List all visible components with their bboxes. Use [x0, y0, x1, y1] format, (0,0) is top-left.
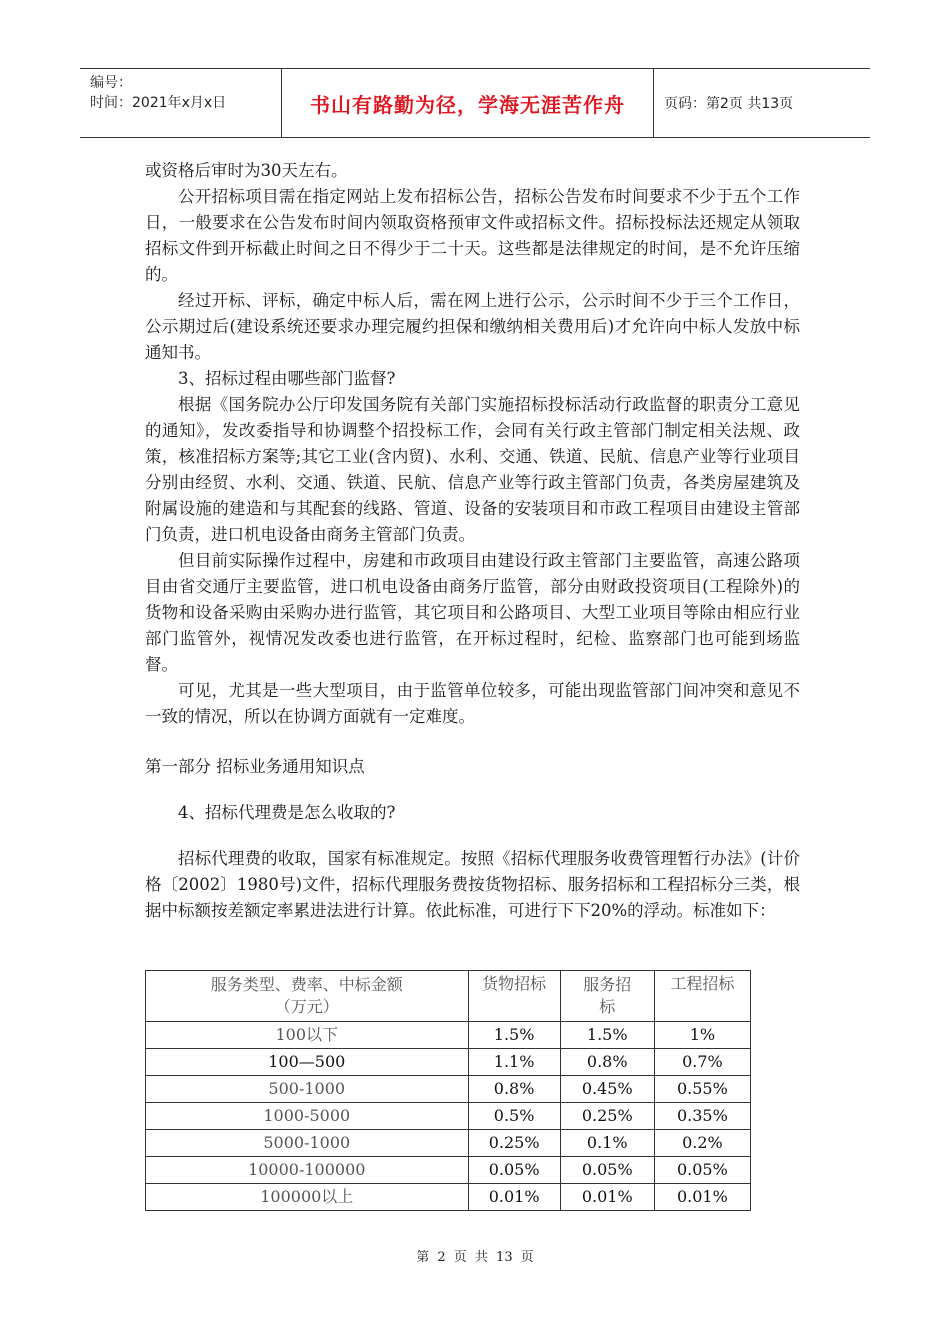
paragraph: 可见，尤其是一些大型项目，由于监管单位较多，可能出现监管部门间冲突和意见不一致的情况，所以在协调方面就有一定难度。	[145, 681, 800, 726]
rate-cell: 0.7%	[654, 1049, 750, 1076]
rate-cell: 0.05%	[560, 1157, 654, 1184]
table-row	[146, 1130, 751, 1157]
rate-cell: 1.1%	[468, 1049, 560, 1076]
paragraph: 招标代理费的收取，国家有标准规定。按照《招标代理服务收费管理暂行办法》(计价格〔2002〕1980号)文件，招标代理服务费按货物招标、服务招标和工程招标分三类，根据中标额按差额定率累进法进行计算。依此标准，可进行下下20%的浮动。标准如下：	[145, 849, 800, 920]
table-row	[146, 1076, 751, 1103]
rate-cell: 0.01%	[654, 1184, 750, 1211]
document-body	[145, 158, 800, 924]
table-header-cell: 货物招标	[468, 971, 560, 1022]
paragraph: 经过开标、评标，确定中标人后，需在网上进行公示，公示时间不少于三个工作日，公示期过后(建设系统还要求办理完履约担保和缴纳相关费用后)才允许向中标人发放中标通知书。	[145, 291, 800, 362]
table-row	[146, 1157, 751, 1184]
amount-range-cell: 100000以上	[146, 1184, 469, 1211]
table-row	[146, 1103, 751, 1130]
page-footer: 第 2 页 共 13 页	[416, 1250, 534, 1265]
rate-cell: 0.8%	[468, 1076, 560, 1103]
rate-cell: 0.1%	[560, 1130, 654, 1157]
amount-range-cell: 1000-5000	[146, 1103, 469, 1130]
paragraph: 或资格后审时为30天左右。	[145, 161, 348, 180]
amount-range-cell: 500-1000	[146, 1076, 469, 1103]
header-page-number: 页码：第2页 共13页	[664, 96, 794, 112]
paragraph: 根据《国务院办公厅印发国务院有关部门实施招标投标活动行政监督的职责分工意见的通知》，发改委指导和协调整个招投标工作，会同有关行政主管部门制定相关法规、政策，核准招标方案等;其它工业(含内贸)、水利、交通、铁道、民航、信息产业等行业项目分别由经贸、水利、交通、铁道、民航、信息产业等行政主管部门负责，各类房屋建筑及附属设施的建造和与其配套的线路、管道、设备的安装项目和市政工程项目由建设主管部门负责，进口机电设备由商务主管部门负责。	[145, 395, 800, 544]
rate-cell: 0.05%	[654, 1157, 750, 1184]
rate-cell: 0.25%	[560, 1103, 654, 1130]
table-header-cell: 服务招标	[560, 971, 654, 1022]
rate-cell: 0.5%	[468, 1103, 560, 1130]
table-row	[146, 1049, 751, 1076]
amount-range-cell: 100—500	[146, 1049, 469, 1076]
rate-cell: 0.45%	[560, 1076, 654, 1103]
page-header	[80, 68, 870, 138]
table-header-cell: 工程招标	[654, 971, 750, 1022]
rate-cell: 0.01%	[560, 1184, 654, 1211]
table-header-cell: 服务类型、费率、中标金额（万元）	[146, 971, 469, 1022]
rate-cell: 0.8%	[560, 1049, 654, 1076]
rate-cell: 1.5%	[560, 1022, 654, 1049]
question-heading: 3、招标过程由哪些部门监督?	[178, 369, 396, 388]
amount-range-cell: 10000-100000	[146, 1157, 469, 1184]
table-header-row	[146, 971, 751, 1022]
document-date-label: 时间：2021年x月x日	[90, 95, 227, 111]
rate-cell: 0.35%	[654, 1103, 750, 1130]
amount-range-cell: 5000-1000	[146, 1130, 469, 1157]
rate-cell: 0.05%	[468, 1157, 560, 1184]
section-title: 第一部分 招标业务通用知识点	[145, 757, 365, 776]
header-meta	[80, 69, 282, 137]
rate-cell: 0.55%	[654, 1076, 750, 1103]
amount-range-cell: 100以下	[146, 1022, 469, 1049]
document-number-label: 编号：	[90, 75, 132, 91]
rate-cell: 0.2%	[654, 1130, 750, 1157]
agency-fee-table	[145, 970, 751, 1211]
rate-cell: 1.5%	[468, 1022, 560, 1049]
table-row	[146, 1184, 751, 1211]
paragraph: 公开招标项目需在指定网站上发布招标公告，招标公告发布时间要求不少于五个工作日，一般要求在公告发布时间内领取资格预审文件或招标文件。招标投标法还规定从领取招标文件到开标截止时间之日不得少于二十天。这些都是法律规定的时间，是不允许压缩的。	[145, 187, 800, 284]
table-row	[146, 1022, 751, 1049]
rate-cell: 0.01%	[468, 1184, 560, 1211]
paragraph: 但目前实际操作过程中，房建和市政项目由建设行政主管部门主要监管，高速公路项目由省交通厅主要监管，进口机电设备由商务厅监管，部分由财政投资项目(工程除外)的货物和设备采购由采购办进行监管，其它项目和公路项目、大型工业项目等除由相应行业部门监管外，视情况发改委也进行监管，在开标过程时，纪检、监察部门也可能到场监督。	[145, 551, 800, 674]
rate-cell: 1%	[654, 1022, 750, 1049]
question-heading: 4、招标代理费是怎么收取的?	[178, 803, 396, 822]
header-motto: 书山有路勤为径，学海无涯苦作舟	[282, 69, 654, 137]
rate-cell: 0.25%	[468, 1130, 560, 1157]
